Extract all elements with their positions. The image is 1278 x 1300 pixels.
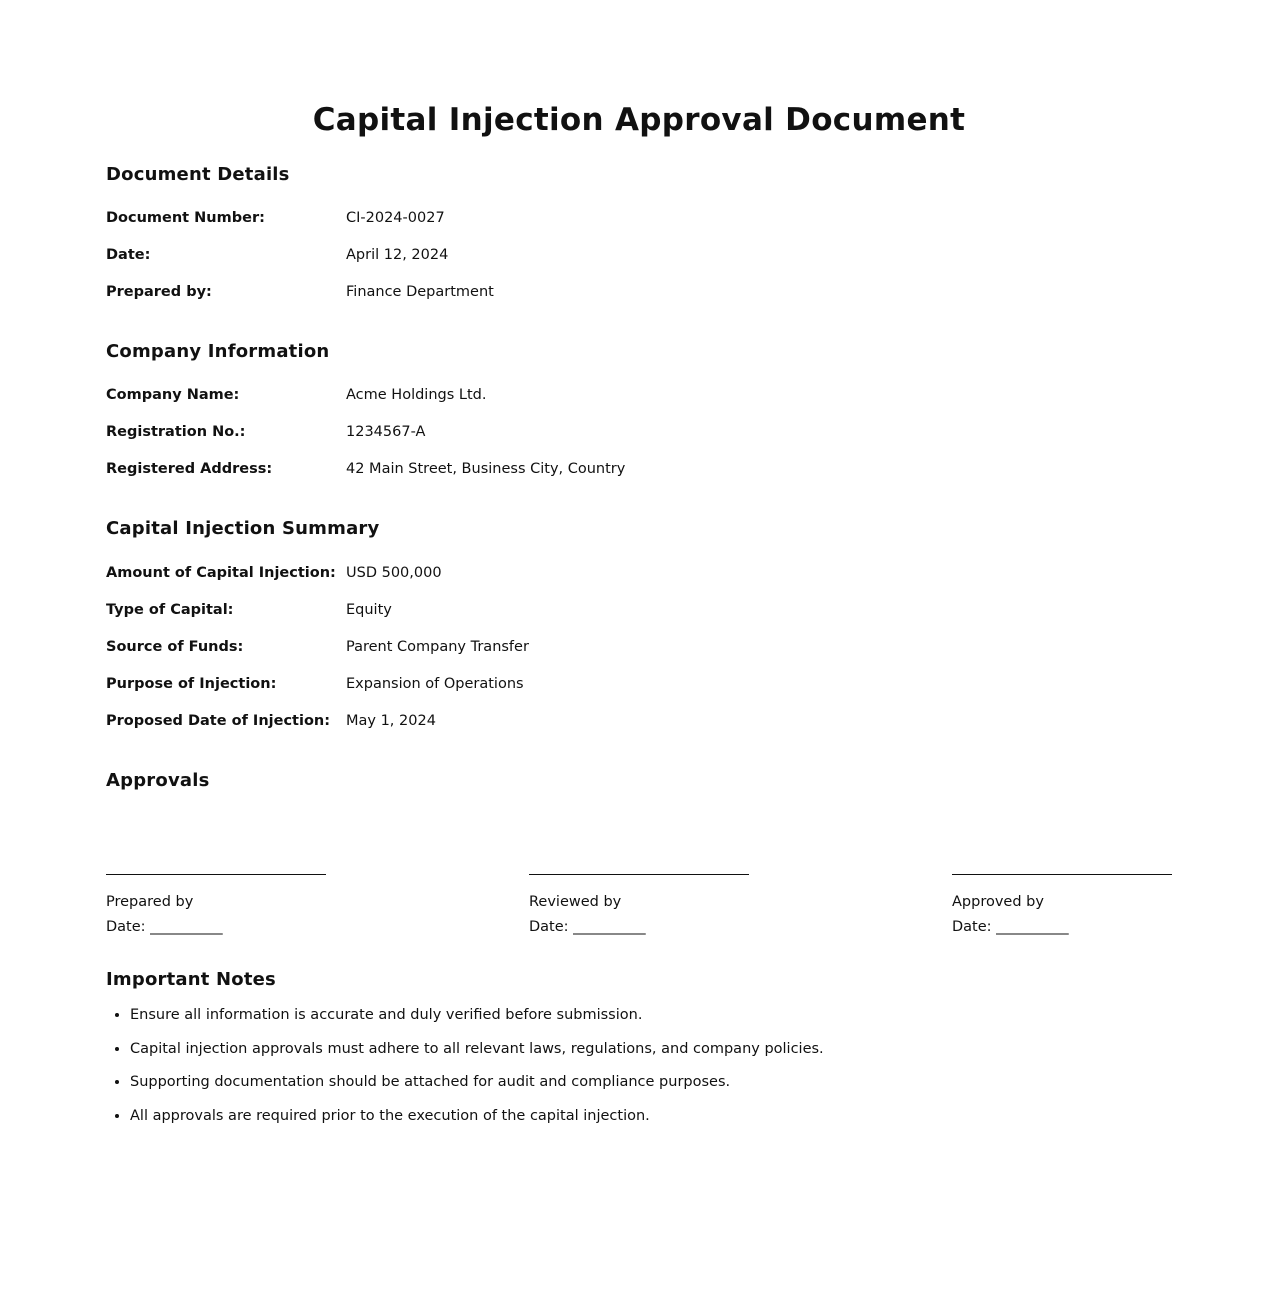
field-value: Acme Holdings Ltd. <box>346 387 487 403</box>
signature-date: Date: __________ <box>952 919 1069 935</box>
field-row-type-of-capital <box>106 599 1172 621</box>
list-item: • Ensure all information is accurate and duly verified before submission. <box>130 1004 824 1026</box>
field-row-purpose <box>106 673 1172 695</box>
field-row-document-number <box>106 207 1172 229</box>
signature-date: Date: __________ <box>106 919 223 935</box>
notes-list <box>106 1004 824 1138</box>
field-label: Proposed Date of Injection: <box>106 713 331 729</box>
field-row-amount <box>106 562 1172 584</box>
list-item: • Supporting documentation should be attached for audit and compliance purposes. <box>130 1071 824 1093</box>
field-value: Equity <box>346 602 392 618</box>
section-title-approvals: Approvals <box>106 770 210 791</box>
signature-block-prepared <box>106 874 326 938</box>
field-label: Source of Funds: <box>106 639 244 655</box>
section-title-capital-injection-summary: Capital Injection Summary <box>106 518 380 539</box>
field-label: Amount of Capital Injection: <box>106 565 336 581</box>
signature-line <box>106 874 326 875</box>
field-row-registration-no <box>106 421 1172 443</box>
field-label: Company Name: <box>106 387 240 403</box>
field-label: Date: <box>106 247 151 263</box>
field-value: 42 Main Street, Business City, Country <box>346 461 626 477</box>
signature-role: Prepared by <box>106 894 194 910</box>
field-label: Registered Address: <box>106 461 273 477</box>
signature-role: Approved by <box>952 894 1044 910</box>
field-row-date <box>106 244 1172 266</box>
field-label: Registration No.: <box>106 424 246 440</box>
field-label: Document Number: <box>106 210 265 226</box>
field-row-registered-address <box>106 458 1172 480</box>
field-row-company-name <box>106 384 1172 406</box>
field-label: Prepared by: <box>106 284 212 300</box>
field-row-proposed-date <box>106 710 1172 732</box>
field-value: Finance Department <box>346 284 494 300</box>
field-value: 1234567-A <box>346 424 426 440</box>
field-label: Type of Capital: <box>106 602 234 618</box>
list-item: • Capital injection approvals must adhere to all relevant laws, regulations, and company policies. <box>130 1038 824 1060</box>
section-title-document-details: Document Details <box>106 164 290 185</box>
signature-line <box>952 874 1172 875</box>
field-value: USD 500,000 <box>346 565 442 581</box>
signature-block-approved <box>952 874 1172 938</box>
section-title-company-information: Company Information <box>106 341 330 362</box>
signature-line <box>529 874 749 875</box>
section-title-important-notes: Important Notes <box>106 969 276 990</box>
field-value: Expansion of Operations <box>346 676 524 692</box>
signature-date: Date: __________ <box>529 919 646 935</box>
field-value: May 1, 2024 <box>346 713 436 729</box>
document-title: Capital Injection Approval Document <box>312 102 966 138</box>
signature-block-reviewed <box>529 874 749 938</box>
field-value: April 12, 2024 <box>346 247 449 263</box>
field-row-prepared-by <box>106 281 1172 303</box>
field-value: CI-2024-0027 <box>346 210 445 226</box>
field-label: Purpose of Injection: <box>106 676 277 692</box>
field-value: Parent Company Transfer <box>346 639 529 655</box>
field-row-source-of-funds <box>106 636 1172 658</box>
signature-role: Reviewed by <box>529 894 622 910</box>
list-item: • All approvals are required prior to the execution of the capital injection. <box>130 1105 824 1127</box>
